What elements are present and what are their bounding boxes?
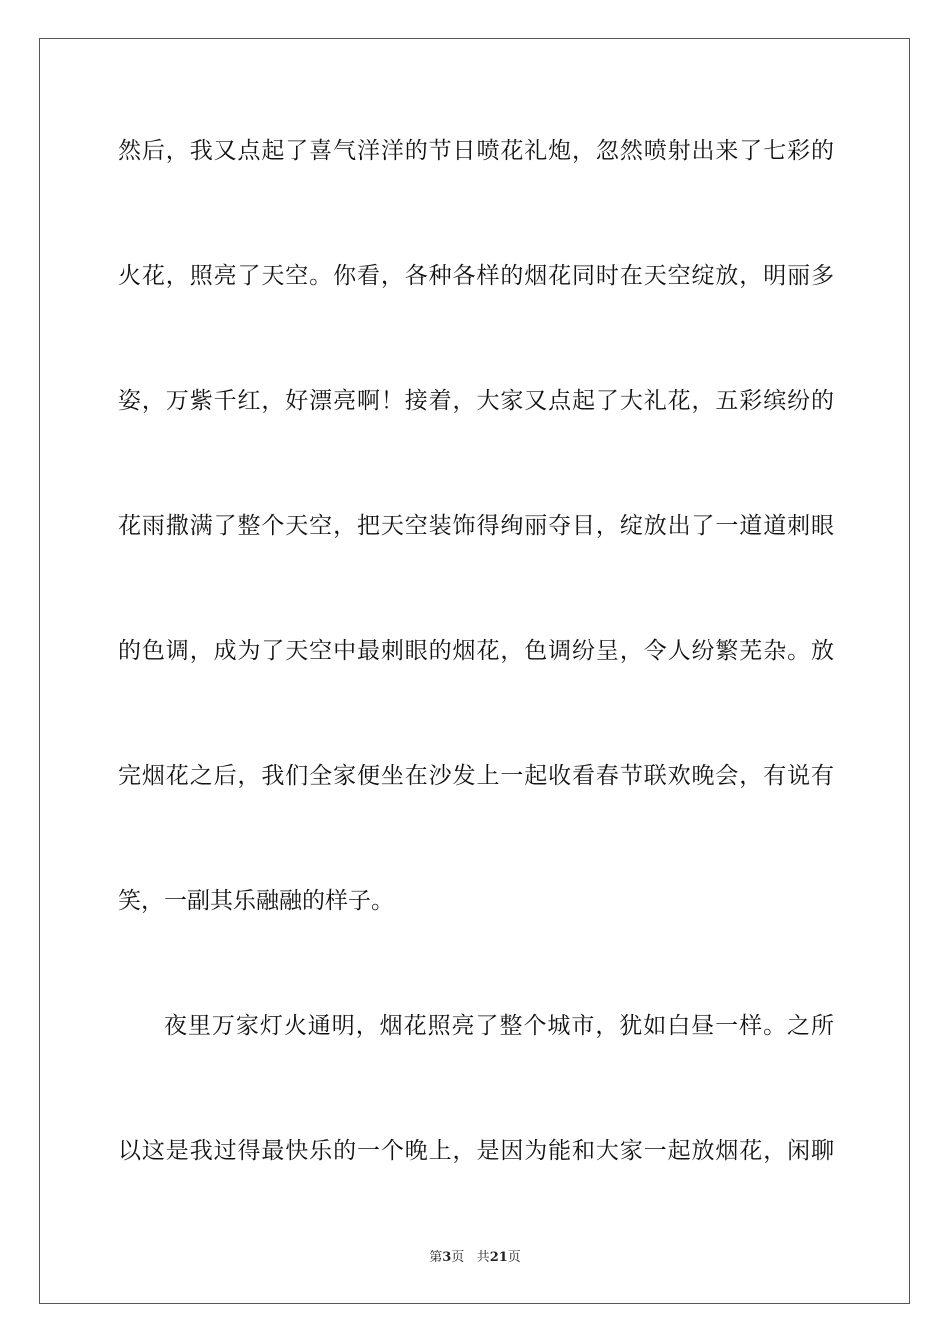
paragraph-line-9: 以这是我过得最快乐的一个晚上，是因为能和大家一起放烟花，闲聊 — [118, 1138, 834, 1164]
page-suffix: 页 — [451, 1250, 465, 1265]
total-pages: 21 — [489, 1250, 508, 1265]
total-suffix: 页 — [507, 1250, 521, 1265]
page-prefix: 第 — [429, 1250, 443, 1265]
paragraph-line-1: 然后，我又点起了喜气洋洋的节日喷花礼炮，忽然喷射出来了七彩的 — [118, 138, 834, 164]
paragraph-line-4: 花雨撒满了整个天空，把天空装饰得绚丽夺目，绽放出了一道道刺眼 — [118, 513, 834, 539]
page-border — [39, 38, 910, 1304]
total-prefix: 共 — [476, 1250, 490, 1265]
paragraph-line-3: 姿，万紫千红，好漂亮啊！接着，大家又点起了大礼花，五彩缤纷的 — [118, 388, 834, 414]
paragraph-line-8: 夜里万家灯火通明，烟花照亮了整个城市，犹如白昼一样。之所 — [164, 1013, 834, 1039]
paragraph-line-5: 的色调，成为了天空中最刺眼的烟花，色调纷呈，令人纷繁芜杂。放 — [118, 638, 834, 664]
page-footer — [0, 1249, 950, 1267]
paragraph-line-6: 完烟花之后，我们全家便坐在沙发上一起收看春节联欢晚会，有说有 — [118, 763, 834, 789]
page-number: 3 — [442, 1250, 452, 1265]
paragraph-line-7: 笑，一副其乐融融的样子。 — [118, 888, 394, 914]
paragraph-line-2: 火花，照亮了天空。你看，各种各样的烟花同时在天空绽放，明丽多 — [118, 263, 834, 289]
